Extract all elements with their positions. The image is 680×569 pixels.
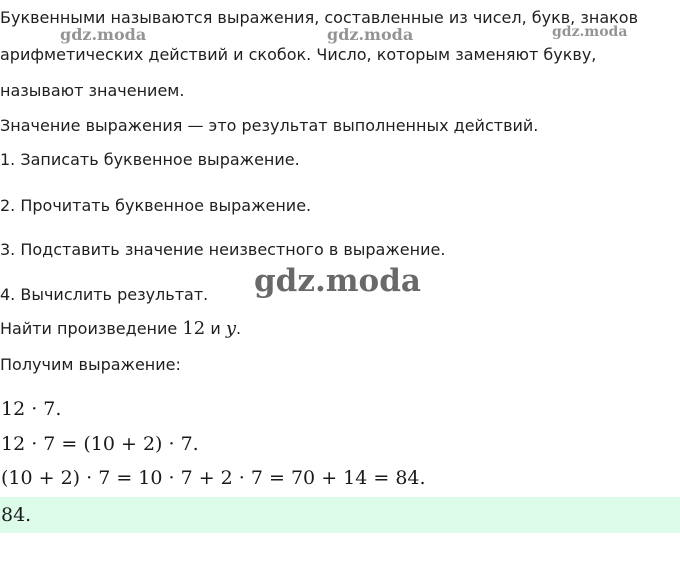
watermark-large: gdz.moda bbox=[254, 263, 421, 299]
answer-highlight bbox=[0, 497, 680, 533]
watermark-3: gdz.moda bbox=[552, 24, 628, 40]
result-label: Получим выражение: bbox=[0, 355, 181, 374]
step-1: 1. Записать буквенное выражение. bbox=[0, 150, 300, 169]
watermark-2: gdz.moda bbox=[327, 25, 414, 44]
step-2: 2. Прочитать буквенное выражение. bbox=[0, 196, 312, 215]
task-prefix: Найти произведение bbox=[0, 319, 183, 338]
task-statement bbox=[0, 319, 241, 339]
step-3: 3. Подставить значение неизвестного в выражение. bbox=[0, 240, 446, 259]
math-line-3: (10 + 2) · 7 = 10 · 7 + 2 · 7 = 70 + 14 = 84. bbox=[1, 467, 426, 489]
answer-value: 84. bbox=[1, 504, 32, 526]
task-mid: и bbox=[205, 319, 226, 338]
math-line-2: 12 · 7 = (10 + 2) · 7. bbox=[1, 433, 199, 455]
step-4: 4. Вычислить результат. bbox=[0, 285, 209, 304]
theory-line-1: Буквенными называются выражения, составленные из чисел, букв, знаков bbox=[0, 8, 638, 27]
task-variable: y bbox=[225, 318, 236, 339]
math-line-1: 12 · 7. bbox=[1, 398, 62, 420]
theory-definition: Значение выражения — это результат выполненных действий. bbox=[0, 116, 539, 135]
theory-line-3: называют значением. bbox=[0, 81, 185, 100]
task-number: 12 bbox=[182, 318, 206, 339]
watermark-1: gdz.moda bbox=[60, 25, 147, 44]
theory-line-2: арифметических действий и скобок. Число, которым заменяют букву, bbox=[0, 45, 597, 64]
task-suffix: . bbox=[235, 319, 242, 338]
